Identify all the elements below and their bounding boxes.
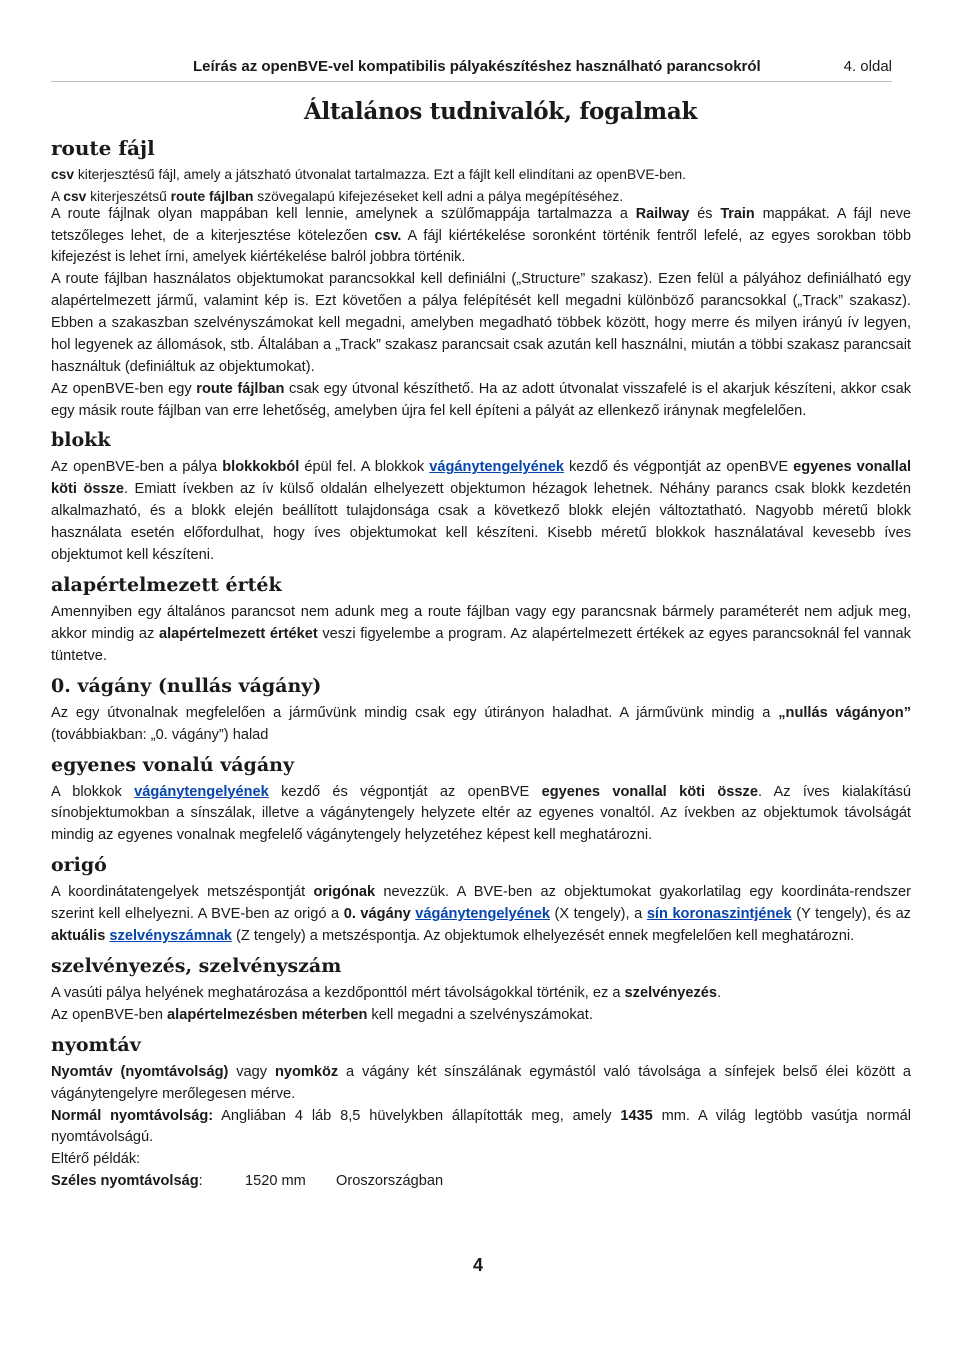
chainage-para-2: Az openBVE-ben alapértelmezésben méterben kell megadni a szelvényszámokat. (51, 1006, 593, 1023)
route-file-line-2: A csv kiterjeszétsű route fájlban szövegalapú kifejezéseket kell adni a pálya megépítéséhez. (51, 188, 624, 204)
track-zero-para: Az egy útvonalnak megfelelően a járművünk mindig csak egy útirányon haladhat. A járművünk mindig a „nullás vágányon” (továbbiakban: „0. vágány”) halad (51, 704, 911, 743)
term-chainage: szelvényezés, szelvényszám (51, 954, 342, 977)
term-track-zero: 0. vágány (nullás vágány) (51, 674, 322, 697)
gauge-row-country: Oroszországban (336, 1173, 444, 1190)
header-rule (51, 81, 892, 82)
header-page-label: 4. oldal (843, 58, 892, 75)
term-straight-track: egyenes vonalú vágány (51, 753, 295, 776)
link-vaganytengely-2[interactable]: vágánytengelyének (134, 783, 269, 800)
gauge-example-row (51, 1171, 911, 1193)
blokk-para: Az openBVE-ben a pálya blokkokból épül fel. A blokkok vágánytengelyének kezdő és végpontját az openBVE egyenes vonallal köti össze. Emiatt ívekben az ív külső oldalán elhelyezett objektumon hézagok lehetnek. Néhány parancs csak blokk kezdetén alkalmazható, és a blokk elején beállított tulajdonsága csak a következő blokk elején változtatható. Nagyobb méretű blokk használata esetén előfordulhat, hogy íves objektumokat kell készíteni. Kisebb méretű blokkok használatával kevesebb íves objektumot kell készíteni. (51, 459, 911, 564)
link-vaganytengely[interactable]: vágánytengelyének (429, 459, 564, 476)
term-default-value: alapértelmezett érték (51, 573, 282, 596)
gauge-row-label: Széles nyomtávolság: (51, 1173, 203, 1190)
chainage-para-1: A vasúti pálya helyének meghatározása a kezdőponttól mért távolságokkal történik, ez a szelvényezés. (51, 984, 722, 1001)
default-value-para: Amennyiben egy általános parancsot nem adunk meg a route fájlban vagy egy parancsnak bármely paraméterét nem adjuk meg, akkor mindig az alapértelmezett értéket veszi figyelembe a program. Az alapértelmezett értékek az egyes parancsoknál fel vannak tüntetve. (51, 603, 911, 664)
straight-track-para: A blokkok vágánytengelyének kezdő és végpontját az openBVE egyenes vonallal köti össze. Az íves kialakítású sínobjektumokban a sínszálak, illetve a vágánytengely helyzete eltér az egyenes vonaltól. Az ívekben az objektumok távolságát mindig az egyenes vonalnak megfelelő vágánytengely helyzetéhez képest kell meghatározni. (51, 783, 911, 844)
document-page (51, 0, 911, 1357)
page-number: 4 (473, 1255, 484, 1275)
route-file-paragraphs (51, 204, 911, 1193)
gauge-para-2: Normál nyomtávolság: Angliában 4 láb 8,5 hüvelykben állapították meg, amely 1435 mm. A világ legtöbb vasútja normál nyomtávolságú. (51, 1107, 911, 1146)
header-title: Leírás az openBVE-vel kompatibilis pályakészítéshez használható parancsokról (193, 58, 761, 75)
route-file-line-1: csv kiterjesztésű fájl, amely a játszható útvonalat tartalmazza. Ezt a fájlt kell elindítani az openBVE-ben. (51, 167, 687, 182)
route-file-intro (51, 164, 911, 207)
term-blokk: blokk (51, 429, 111, 452)
link-vaganytengely-3[interactable]: vágánytengelyének (415, 906, 550, 923)
gauge-row-value: 1520 mm (245, 1173, 306, 1190)
page-header (51, 58, 892, 80)
chapter-title: Általános tudnivalók, fogalmak (304, 98, 698, 125)
route-file-para-3: Az openBVE-ben egy route fájlban csak egy útvonal készíthető. Ha az adott útvonalat visszafelé is el akarjuk készíteni, akkor csak egy másik route fájlban van erre lehetőség, amelyben újra fel kell építeni a pályát az ellenkező iránynak megfelelően. (51, 380, 911, 419)
term-gauge: nyomtáv (51, 1033, 141, 1056)
term-route-file: route fájl (51, 136, 155, 160)
link-szelvenyszam[interactable]: szelvényszámnak (109, 928, 232, 945)
origin-para: A koordinátatengelyek metszéspontját origónak nevezzük. A BVE-ben az objektumokat gyakorlatilag egy koordináta-rendszer szerint kell elhelyezni. A BVE-ben az origó a 0. vágány vágánytengelyének (X tengely), a sín koronaszintjének (Y tengely), és az aktuális szelvényszámnak (Z tengely) a metszéspontja. Az objektumok elhelyezését ennek megfelelően kell meghatározni. (51, 884, 911, 945)
gauge-para-1: Nyomtáv (nyomtávolság) vagy nyomköz a vágány két sínszálának egymástól való távolsága a sínfejek belső élei között a vágánytengelyre merőlegesen mérve. (51, 1063, 912, 1102)
link-sin-koronaszint[interactable]: sín koronaszintjének (646, 906, 792, 923)
term-origin: origó (51, 854, 107, 877)
route-file-para-2: A route fájlban használatos objektumokat parancsokkal kell definiálni („Structure” szakasz). Ezen felül a pályához definiálható egy alapértelmezett jármű, valamint kép is. Ezt követően a pálya felépítését kell megadni különböző parancsokkal („Track” szakasz). Ebben a szakaszban szelvényszámokat kell megadni, amelyben megadható többek között, hogy merre és milyen irányú ív legyen, hol legyenek az állomások, stb. Általában a „Track” szakasz parancsait csak azután kell használni, miután a többi szakasz parancsait használtuk (definiáltuk az objektumokat). (51, 271, 911, 375)
gauge-para-3: Eltérő példák: (51, 1151, 141, 1168)
route-file-para-1: A route fájlnak olyan mappában kell lennie, amelynek a szülőmappája tartalmazza a Railway és Train mappákat. A fájl neve tetszőleges lehet, de a kiterjesztése kötelezően csv. A fájl kiértékelése soronként történik fentről lefelé, az egyes sorokban több kifejezést is lehet írni, amelyek kiértékelése balról jobbra történik. (51, 206, 911, 266)
